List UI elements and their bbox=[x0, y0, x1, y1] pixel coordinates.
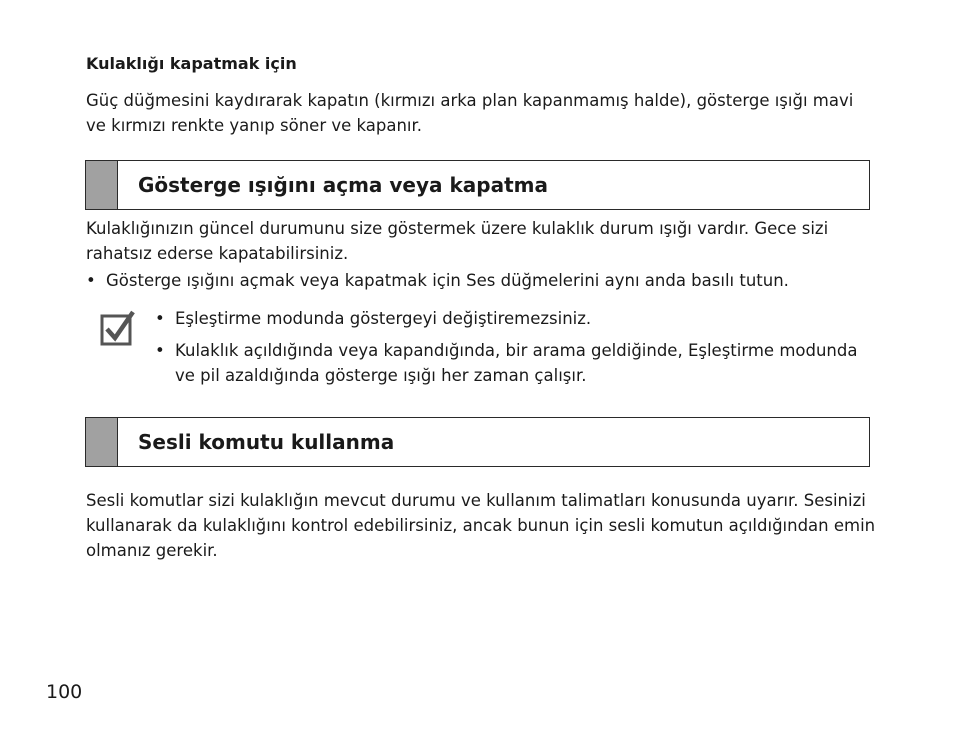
section1-paragraph: Kulaklığınızın güncel durumunu size göstermek üzere kulaklık durum ışığı vardır. Gece sizi rahatsız ederse kapatabilirsiniz. bbox=[86, 219, 829, 263]
section-title: Sesli komutu kullanma bbox=[138, 430, 395, 454]
checkbox-check-icon bbox=[100, 310, 136, 346]
subheading-turn-off-headset: Kulaklığı kapatmak için bbox=[86, 54, 297, 73]
section-header-voice-command bbox=[85, 417, 870, 467]
note-item bbox=[155, 338, 870, 388]
note-text: Eşleştirme modunda göstergeyi değiştiremezsiniz. bbox=[175, 309, 592, 328]
note-list bbox=[155, 306, 870, 395]
section-tab-marker bbox=[86, 161, 118, 209]
note-text: Kulaklık açıldığında veya kapandığında, bir arama geldiğinde, Eşleştirme modunda ve pil azaldığında gösterge ışığı her zaman çalışır. bbox=[175, 341, 858, 385]
section2-paragraph: Sesli komutlar sizi kulaklığın mevcut durumu ve kullanım talimatları konusunda uyarır. Sesinizi kullanarak da kulaklığını kontrol edebilirsiniz, ancak bunun için sesli komutun açıldığından emin olmanız gerekir. bbox=[86, 491, 876, 560]
instruction-text: Gösterge ışığını açmak veya kapatmak için Ses düğmelerini aynı anda basılı tutun. bbox=[106, 271, 789, 290]
intro-paragraph: Güç düğmesini kaydırarak kapatın (kırmızı arka plan kapanmamış halde), gösterge ışığı mavi ve kırmızı renkte yanıp söner ve kapanır. bbox=[86, 91, 854, 135]
page-number: 100 bbox=[46, 681, 83, 703]
note-item bbox=[155, 306, 870, 331]
bullet-dot: • bbox=[155, 309, 165, 328]
section-tab-marker bbox=[86, 418, 118, 466]
instruction-bullet bbox=[86, 268, 789, 293]
section-title: Gösterge ışığını açma veya kapatma bbox=[138, 173, 548, 197]
bullet-dot: • bbox=[86, 271, 96, 290]
section-header-indicator-light bbox=[85, 160, 870, 210]
bullet-dot: • bbox=[155, 341, 165, 360]
